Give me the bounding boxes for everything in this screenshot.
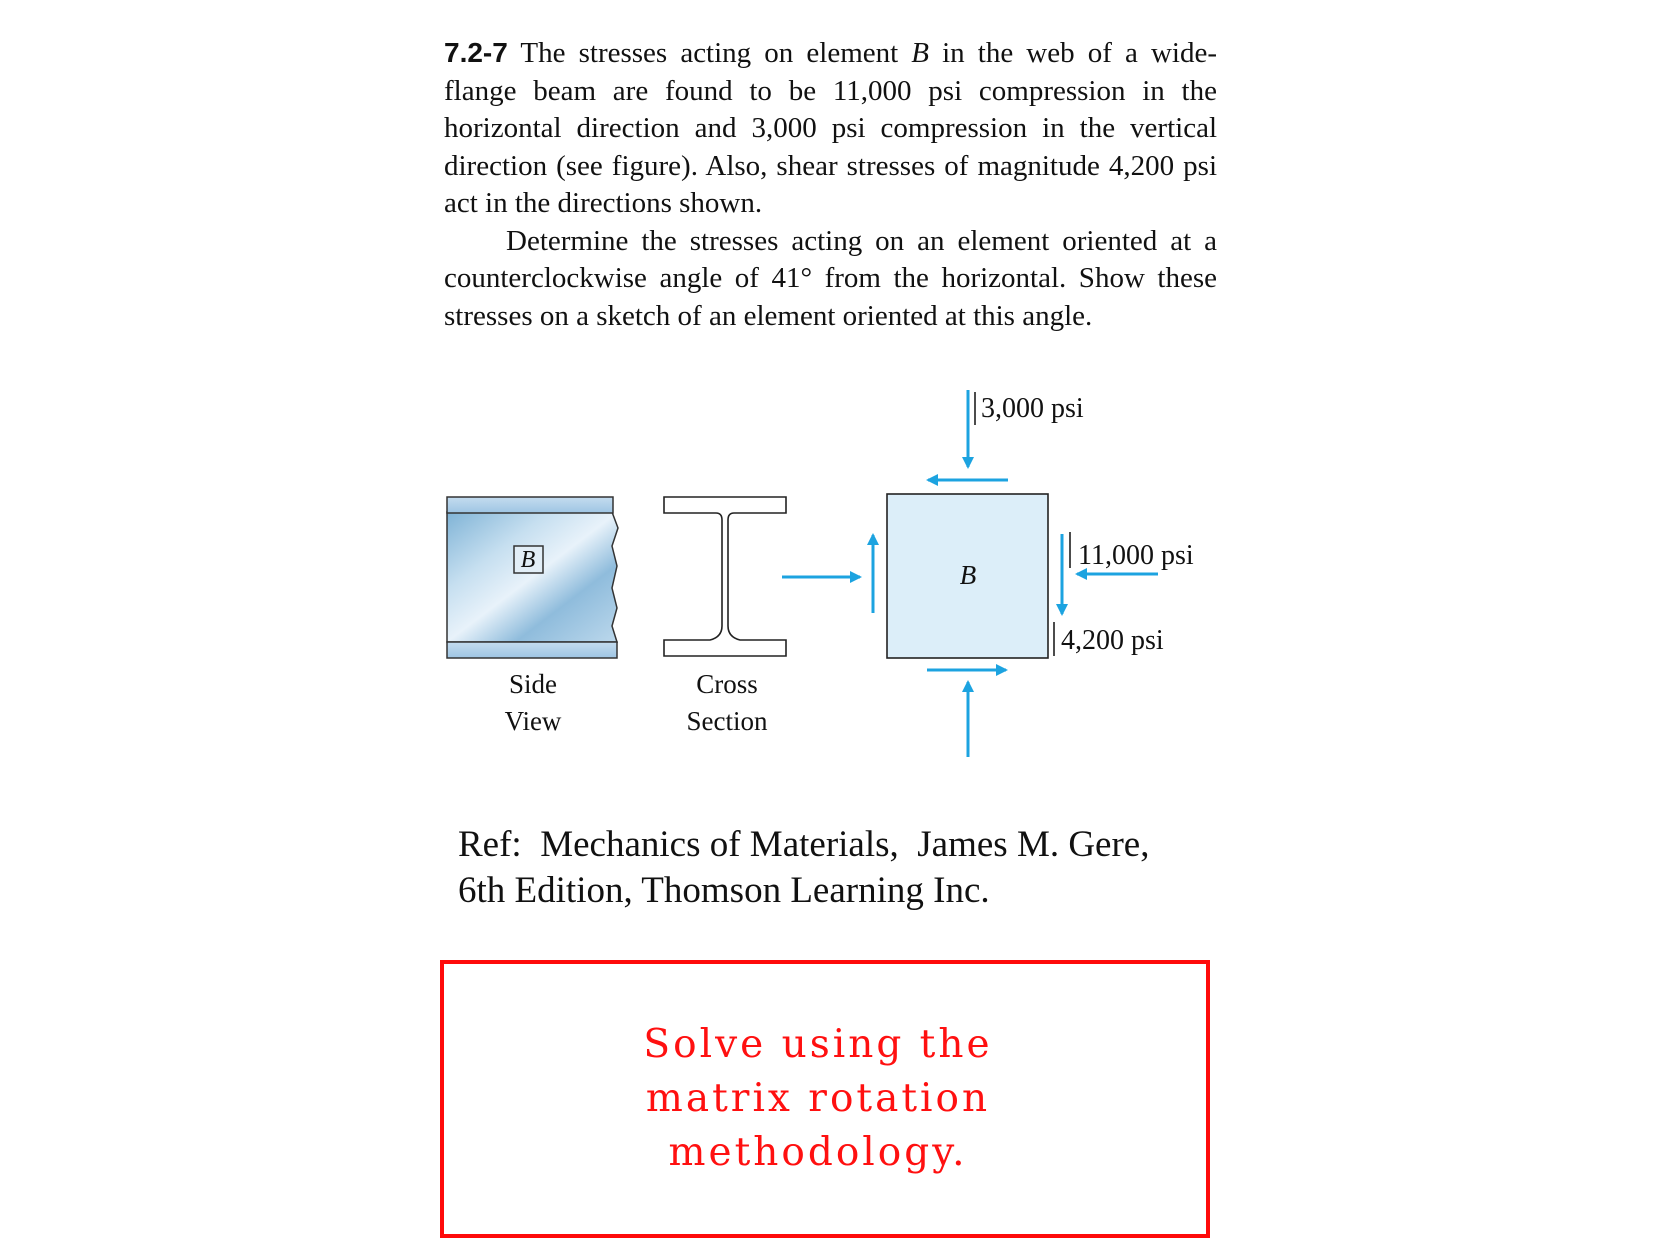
- side-view-label-line1: Side: [508, 669, 558, 699]
- instruction-line-3: methodology.: [668, 1130, 968, 1175]
- element-name: B: [911, 37, 929, 69]
- instruction-line-1: Solve using the: [643, 1022, 993, 1067]
- vertical-stress-label: 3,000 psi: [981, 393, 1084, 424]
- side-view-bottom-flange: [447, 642, 617, 658]
- cross-section-label-line1: Cross: [696, 669, 758, 699]
- reference: [458, 822, 1149, 914]
- problem-text-1: The stresses acting on element: [520, 37, 912, 69]
- cross-section-label-line2: Section: [686, 706, 768, 736]
- shear-stress-label: 4,200 psi: [1061, 625, 1164, 656]
- side-view-top-flange: [447, 497, 613, 513]
- problem-number: 7.2-7: [444, 37, 508, 68]
- reference-line-1: Ref: Mechanics of Materials, James M. Gere,: [458, 824, 1150, 865]
- side-view-label-line2: View: [504, 706, 562, 736]
- side-view: [447, 497, 618, 658]
- instruction-text: [608, 1018, 1028, 1180]
- side-view-element-label: B: [520, 547, 536, 573]
- problem-text-2: in the web of a wide-flange beam are found to be 11,000 psi compression in the horizontal direction and 3,000 psi compression in the vertical direction (see figure). Also, shear stresses of magnitude 4,200 psi act in the directions shown.: [444, 37, 1217, 219]
- problem-paragraph-2: Determine the stresses acting on an element oriented at a counterclockwise angle of 41° from the horizontal. Show these stresses on a sketch of an element oriented at this angle.: [444, 224, 1217, 332]
- cross-section-ibeam: [664, 497, 786, 656]
- element-label: B: [959, 560, 977, 590]
- horizontal-stress-label: 11,000 psi: [1078, 540, 1194, 571]
- instruction-line-2: matrix rotation: [645, 1076, 991, 1121]
- side-view-web: [447, 512, 618, 642]
- reference-line-2: 6th Edition, Thomson Learning Inc.: [458, 870, 990, 911]
